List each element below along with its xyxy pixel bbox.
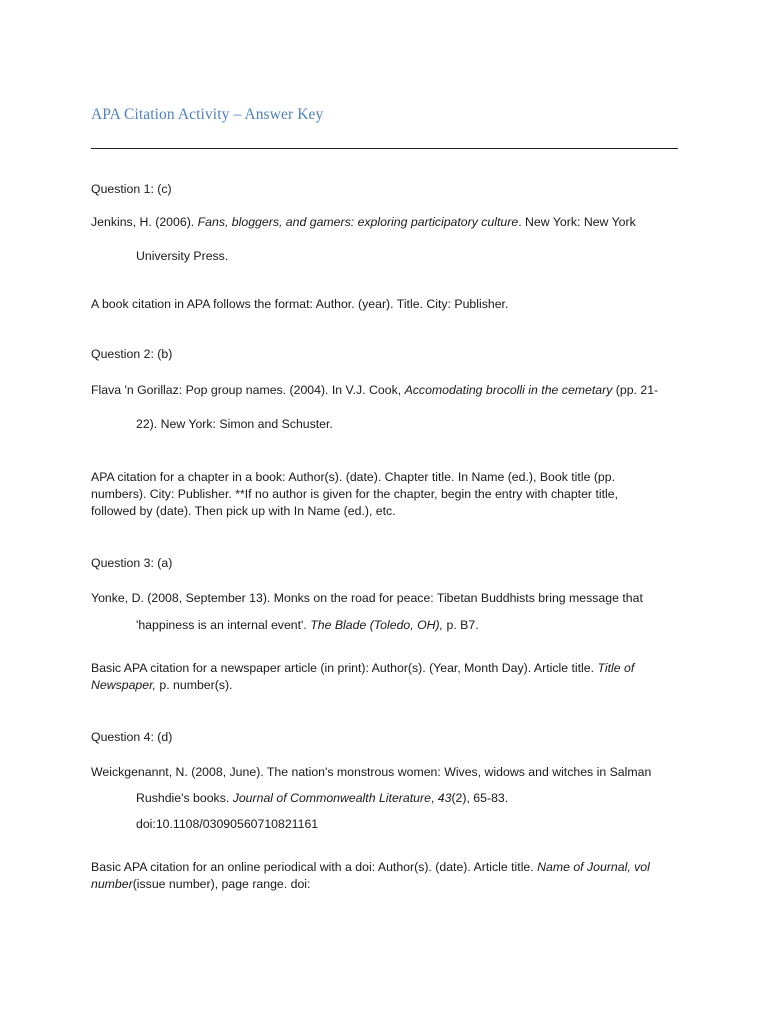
citation-text: p. B7. <box>443 618 479 632</box>
note-title: Newspaper, <box>91 678 156 692</box>
question-1-citation <box>91 214 681 231</box>
question-4-citation-cont <box>136 790 681 807</box>
citation-text: (2), 65-83. <box>451 791 509 805</box>
note-text: p. number(s). <box>155 678 233 692</box>
citation-text: Rushdie's books. <box>136 791 233 805</box>
note-title: Title of <box>597 661 635 675</box>
question-4-note-line-1 <box>91 859 681 876</box>
question-4-citation: Weickgenannt, N. (2008, June). The nation's monstrous women: Wives, widows and witches in Salman <box>91 765 652 779</box>
citation-text: , <box>430 791 438 805</box>
citation-title: Journal of Commonwealth Literature <box>232 791 431 805</box>
question-3-citation: Yonke, D. (2008, September 13). Monks on the road for peace: Tibetan Buddhists bring message that <box>91 591 643 605</box>
note-text: Basic APA citation for a newspaper article (in print): Author(s). (Year, Month Day). Article title. <box>91 661 598 675</box>
question-2-heading: Question 2: (b) <box>91 347 173 361</box>
note-text: Basic APA citation for an online periodical with a doi: Author(s). (date). Article title. <box>91 860 538 874</box>
question-3-citation-cont <box>136 617 681 634</box>
citation-text: Flava 'n Gorillaz: Pop group names. (2004). In V.J. Cook, <box>91 383 405 397</box>
question-2-citation <box>91 382 681 399</box>
title-rule <box>91 148 678 149</box>
citation-title: Accomodating brocolli in the cemetary <box>404 383 613 397</box>
citation-volume: 43 <box>437 791 452 805</box>
question-3-note-line-2 <box>91 677 681 694</box>
question-4-heading: Question 4: (d) <box>91 730 173 744</box>
question-4-doi: doi:10.1108/03090560710821161 <box>136 817 319 831</box>
page-title: APA Citation Activity – Answer Key <box>91 106 324 123</box>
question-1-note: A book citation in APA follows the format: Author. (year). Title. City: Publisher. <box>91 297 509 311</box>
citation-title: The Blade (Toledo, OH), <box>310 618 444 632</box>
question-2-citation-cont: 22). New York: Simon and Schuster. <box>136 417 333 431</box>
note-text: (issue number), page range. doi: <box>132 877 311 891</box>
question-2-note-line-1: APA citation for a chapter in a book: Author(s). (date). Chapter title. In Name (ed.), Book title (pp. <box>91 470 616 484</box>
note-title: number <box>91 877 133 891</box>
question-2-note-line-3: followed by (date). Then pick up with In Name (ed.), etc. <box>91 504 396 518</box>
citation-text: (pp. 21- <box>612 383 659 397</box>
question-1-heading: Question 1: (c) <box>91 182 172 196</box>
question-3-heading: Question 3: (a) <box>91 556 173 570</box>
question-4-note-line-2 <box>91 876 681 893</box>
question-2-note-line-2: numbers). City: Publisher. **If no author is given for the chapter, begin the entry with chapter title, <box>91 487 618 501</box>
note-title: Name of Journal, vol <box>537 860 650 874</box>
question-3-note-line-1 <box>91 660 681 677</box>
question-1-citation-cont: University Press. <box>136 249 229 263</box>
citation-text: . New York: New York <box>518 215 636 229</box>
citation-title: Fans, bloggers, and gamers: exploring participatory culture <box>197 215 519 229</box>
citation-text: 'happiness is an internal event'. <box>136 618 311 632</box>
citation-text: Jenkins, H. (2006). <box>91 215 198 229</box>
